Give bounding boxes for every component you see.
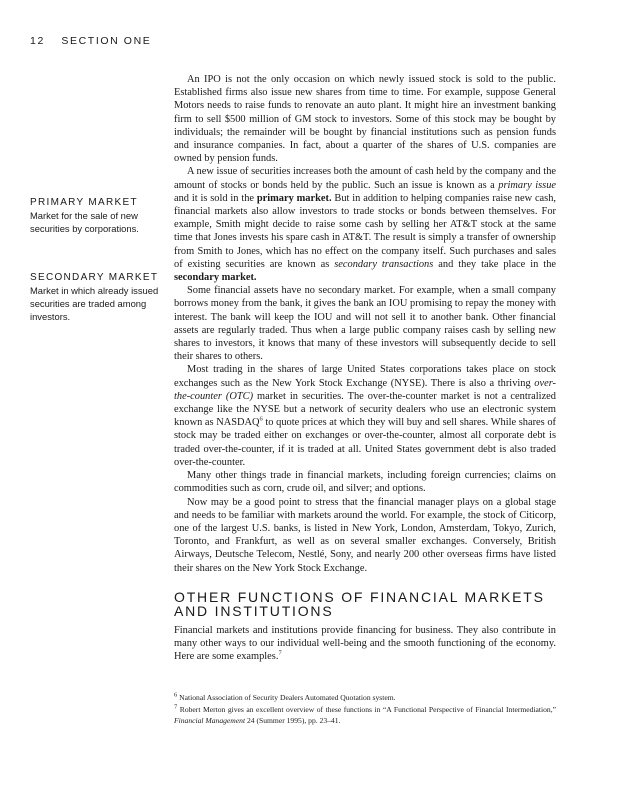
section-label: SECTION ONE [61,35,152,47]
paragraph: Most trading in the shares of large United States corporations takes place on stock exchanges such as the New York Stock Exchange (NYSE). There is also a thriving over-the-counter (OTC) market in securities. The over-the-counter market is not a centralized exchange like the NYSE but a network of security dealers who use an electronic system known as NASDAQ$^6$ to quote prices at which they will buy and sell shares. While shares of stock may be traded either on exchanges or over-the-counter, almost all corporate debt is traded over-the-counter, if it is traded at all. United States government debt is also traded over-the-counter. [174,364,556,468]
margin-definition: Market in which already issued securities are traded among investors. [30,285,159,322]
paragraph: Some financial assets have no secondary market. For example, when a small company borrows money from the bank, it gives the bank an IOU promising to repay the money with interest. The bank will keep the IOU and will not sell it to another bank. Other financial assets are regularly traded. Thus when a large public company raises cash by selling new shares to investors, it knows that many of these investors will subsequently decide to sell their shares to others. [174,285,556,363]
section-heading: OTHER FUNCTIONS OF FINANCIAL MARKETS AND INSTITUTIONS [174,588,545,619]
page-number: 12 [30,35,45,47]
term-primary-market: primary market. [256,192,332,204]
paragraph: An IPO is not the only occasion on which newly issued stock is sold to the public. Established firms also issue new shares from time to time. For example, suppose General Motors needs to raise funds to renovate an auto plant. It might hire an investment banking firm to sell $500 million of GM stock to investors. Some of this stock may be bought by individuals; the remainder will be bought by financial institutions such as pension funds and insurance companies. In fact, about a quarter of the shares of U.S. companies are owned by pension funds. [174,74,556,165]
margin-term: PRIMARY MARKET [30,197,138,208]
paragraph: Financial markets and institutions provide financing for business. They also contribute in many other ways to our individual well-being and the smooth functioning of the economy. Here are some examples.$^7$ [174,624,556,663]
term-secondary-market: secondary market. [174,272,257,284]
margin-note-secondary-market [30,271,160,323]
running-header [30,35,151,47]
paragraph: A new issue of securities increases both the amount of cash held by the company and the amount of stocks or bonds held by the public. Such an issue is known as a primary issue and it is sold in the primary market. But in addition to helping companies raise new cash, financial markets also allow investors to trade stocks or bonds between themselves. For example, Smith might decide to raise some cash by selling her AT&T stock at the same time that Jones invests his spare cash in AT&T. The result is simply a transfer of ownership from Smith to Jones, which has no effect on the company itself. Such purchases and sales of existing securities are known as secondary transactions and they take place in the secondary market. [174,166,557,284]
footnote-ref: 7 [278,649,282,657]
paragraph: Many other things trade in financial markets, including foreign currencies; claims on commodities such as corn, crude oil, and silver; and options. [174,470,556,495]
footnote: $^6$ National Association of Security Dealers Automated Quotation system. [174,691,396,702]
term-primary-issue: primary issue [498,179,557,191]
paragraph: Now may be a good point to stress that the financial manager plays on a global stage and needs to be familiar with markets around the world. For example, the stock of Citicorp, one of the largest U.S. banks, is listed in New York, London, Amsterdam, Tokyo, Zurich, Toronto, and Frankfurt, as well as on several smaller exchanges. Conversely, British Airways, Deutsche Telecom, Nestlé, Sony, and nearly 200 other overseas firms have listed their shares on the New York Stock Exchange. [174,496,556,574]
margin-term: SECONDARY MARKET [30,272,159,283]
term-otc: over-the-counter (OTC) [174,377,556,402]
footnotes [174,692,556,727]
main-text [174,73,556,663]
margin-definition: Market for the sale of new securities by corporations. [30,210,139,234]
footnote: $^7$ Robert Merton gives an excellent overview of these functions in “A Functional Perspective of Financial Intermediation,” Financial Management 24 (Summer 1995), pp. 23–41. [174,703,556,725]
term-secondary-transactions: secondary transactions [334,258,434,270]
footnote-ref: 6 [259,415,263,423]
margin-note-primary-market [30,196,160,235]
